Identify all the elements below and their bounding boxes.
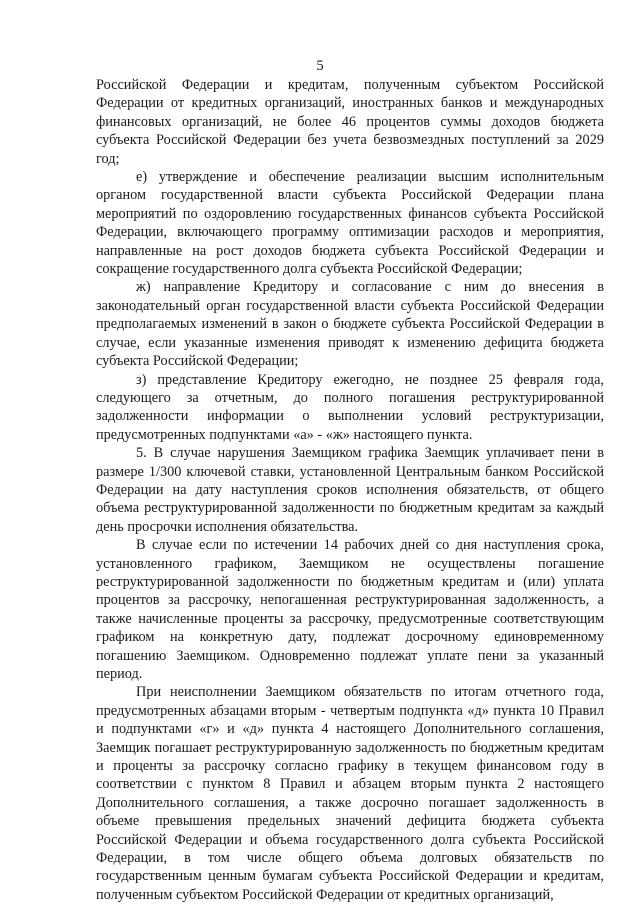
paragraph-non-fulfillment: При неисполнении Заемщиком обязательств по итогам отчетного года, предусмотренных абзацами вторым - четвертым подпункта «д» пункта 10 Правил и подпунктами «г» и «д» пункта 4 настоящего Дополнительного соглашения, Заемщик погашает реструктурированную задолженность по бюджетным кредитам и проценты за рассрочку согласно графику в текущем финансовом году в соответствии с пунктом 8 Правил и абзацем вторым пункта 2 настоящего Дополнительного соглашения, а также досрочно погашает задолженность в объеме превышения предельных значений дефицита бюджета субъекта Российской Федерации и объема государственного долга субъекта Российской Федерации, в том числе общего объема долговых обязательств по государственным ценным бумагам субъекта Российской Федерации и кредитам, полученным субъектом Российской Федерации от кредитных организаций, (96, 684, 604, 903)
paragraph-subitem-z: з) представление Кредитору ежегодно, не позднее 25 февраля года, следующего за отчетным, до полного погашения реструктурированной задолженности информации о выполнении условий реструктуризации, предусмотренных подпунктами «а» - «ж» настоящего пункта. (96, 371, 604, 443)
document-body (96, 76, 604, 904)
page-number: 5 (316, 58, 324, 74)
paragraph-continuation: Российской Федерации и кредитам, полученным субъектом Российской Федерации от кредитных организаций, иностранных банков и международных финансовых организаций, не более 46 процентов суммы доходов бюджета субъекта Российской Федерации без учета безвозмездных поступлений за 2029 год; (96, 77, 604, 167)
paragraph-overdue-case: В случае если по истечении 14 рабочих дней со дня наступления срока, установленного графиком, Заемщиком не осуществлены погашение реструктурированной задолженности по бюджетным кредитам и (или) уплата процентов за рассрочку, непогашенная реструктурированная задолженность, а также начисленные проценты за рассрочку, предусмотренные соответствующим графиком на конкретную дату, подлежат досрочному единовременному погашению Заемщиком. Одновременно подлежат уплате пени за указанный период. (96, 537, 604, 682)
paragraph-item-5: 5. В случае нарушения Заемщиком графика Заемщик уплачивает пени в размере 1/300 ключевой ставки, установленной Центральным банком Российской Федерации на дату наступления сроков исполнения обязательств, от общего объема реструктурированной задолженности по бюджетным кредитам за каждый день просрочки исполнения обязательства. (96, 445, 604, 535)
paragraph-subitem-zh: ж) направление Кредитору и согласование с ним до внесения в законодательный орган государственной власти субъекта Российской Федерации предполагаемых изменений в закон о бюджете субъекта Российской Федерации в случае, если указанные изменения приводят к изменению дефицита бюджета субъекта Российской Федерации; (96, 279, 604, 370)
paragraph-subitem-e: е) утверждение и обеспечение реализации высшим исполнительным органом государственной власти субъекта Российской Федерации плана мероприятий по оздоровлению государственных финансов субъекта Российской Федерации, включающего программу оптимизации расходов и мероприятия, направленные на рост доходов бюджета субъекта Российской Федерации и сокращение государственного долга субъекта Российской Федерации; (96, 169, 604, 278)
